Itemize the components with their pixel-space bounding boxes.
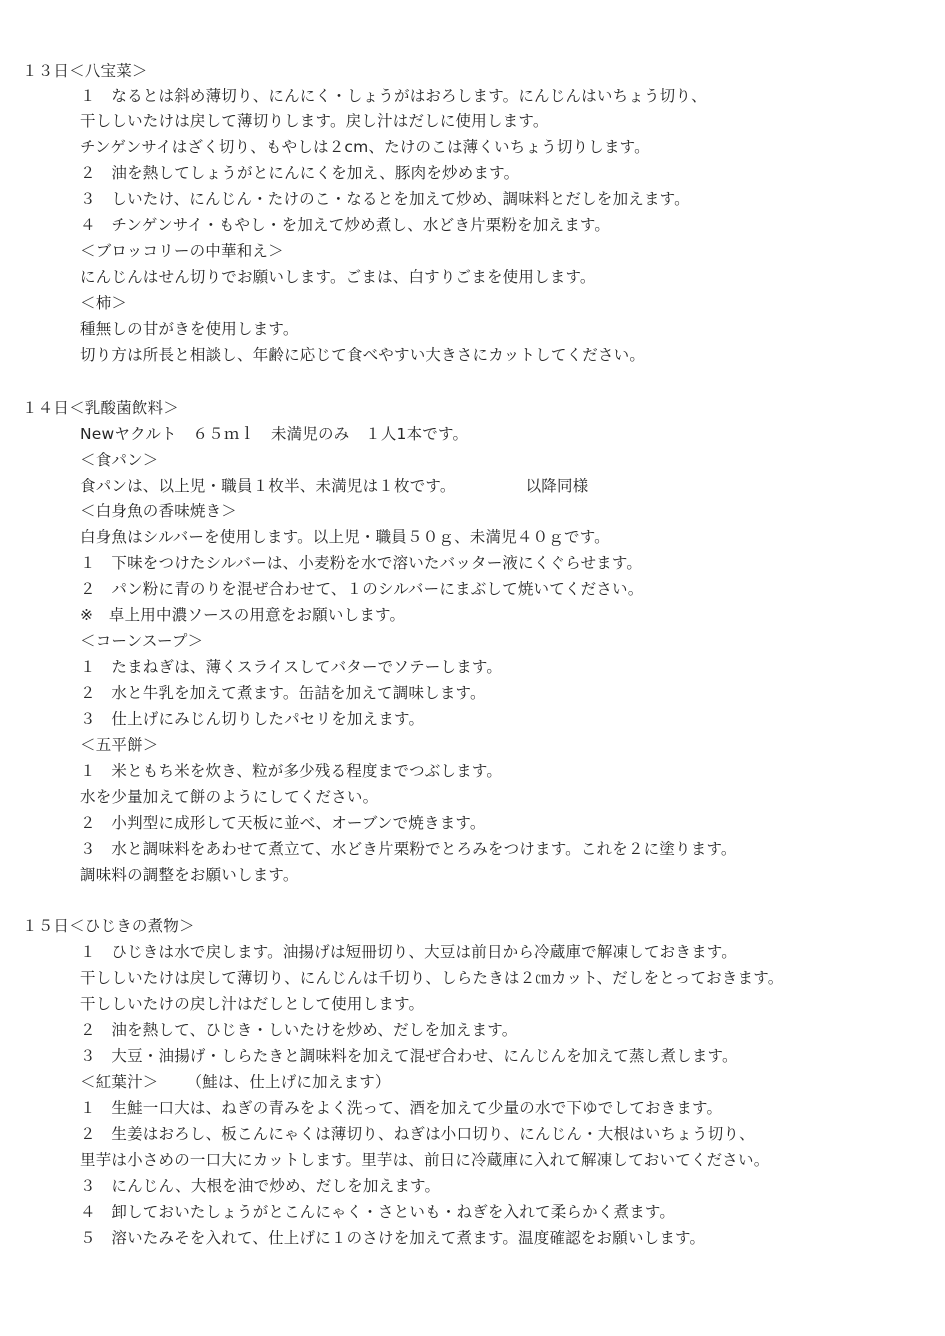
instruction-line: ２ 生姜はおろし、板こんにゃくは薄切り、ねぎは小口切り、にんじん・大根はいちょう切り、 — [80, 1125, 755, 1143]
day-13-heading — [22, 60, 148, 82]
instruction-line: ３ 水と調味料をあわせて煮立て、水どき片栗粉でとろみをつけます。これを２に塗ります。 — [80, 840, 737, 858]
day-label: １５日 — [22, 917, 70, 935]
instruction-line — [80, 475, 588, 497]
instruction-line: 白身魚はシルバーを使用します。以上児・職員５０ｇ、未満児４０ｇです。 — [80, 528, 610, 546]
section-title: ＜乳酸菌飲料＞ — [69, 399, 180, 417]
day-14-heading — [22, 397, 179, 419]
instruction-line: ３ にんじん、大根を油で炒め、だしを加えます。 — [80, 1177, 441, 1195]
instruction-line: ※ 卓上用中濃ソースの用意をお願いします。 — [80, 606, 406, 624]
instruction-line: ２ 油を熱してしょうがとにんにくを加え、豚肉を炒めます。 — [80, 164, 520, 182]
section-heading-line — [80, 1071, 391, 1093]
instruction-line: １ 生鮭一口大は、ねぎの青みをよく洗って、酒を加えて少量の水で下ゆでしておきます。 — [80, 1099, 723, 1117]
instruction-line: ５ 溶いたみそを入れて、仕上げに１のさけを加えて煮ます。温度確認をお願いします。 — [80, 1229, 706, 1247]
instruction-line: ４ チンゲンサイ・もやし・を加えて炒め煮し、水どき片栗粉を加えます。 — [80, 216, 611, 234]
instruction-line: ２ パン粉に青のりを混ぜ合わせて、１のシルバーにまぶして焼いてください。 — [80, 580, 644, 598]
instruction-line: １ 米ともち米を炊き、粒が多少残る程度までつぶします。 — [80, 762, 503, 780]
instruction-line: １ たまねぎは、薄くスライスしてバターでソテーします。 — [80, 658, 503, 676]
instruction-line: ２ 水と牛乳を加えて煮ます。缶詰を加えて調味します。 — [80, 684, 486, 702]
day-label: １４日 — [22, 399, 70, 417]
instruction-line: 干ししいたけは戻して薄切りします。戻し汁はだしに使用します。 — [80, 112, 549, 130]
day-15-heading — [22, 915, 195, 937]
instruction-line: １ 下味をつけたシルバーは、小麦粉を水で溶いたバッター液にくぐらせます。 — [80, 554, 643, 572]
note-text: （鮭は、仕上げに加えます） — [186, 1073, 391, 1091]
instruction-line: ２ 油を熱して、ひじき・しいたけを炒め、だしを加えます。 — [80, 1021, 518, 1039]
instruction-line: ３ 大豆・油揚げ・しらたきと調味料を加えて混ぜ合わせ、にんじんを加えて蒸し煮します。 — [80, 1047, 738, 1065]
instruction-text: 食パンは、以上児・職員１枚半、未満児は１枚です。 — [80, 477, 456, 495]
instruction-line: 種無しの甘がきを使用します。 — [80, 320, 299, 338]
instruction-line: ３ しいたけ、にんじん・たけのこ・なるとを加えて炒め、調味料とだしを加えます。 — [80, 190, 690, 208]
day-label: １３日 — [22, 62, 70, 80]
instruction-line: ３ 仕上げにみじん切りしたパセリを加えます。 — [80, 710, 425, 728]
section-title: ＜柿＞ — [80, 294, 128, 312]
section-title: ＜コーンスープ＞ — [80, 632, 204, 650]
instruction-line: 干ししいたけの戻し汁はだしとして使用します。 — [80, 995, 425, 1013]
instruction-line: 水を少量加えて餅のようにしてください。 — [80, 788, 379, 806]
instruction-line: １ なるとは斜め薄切り、にんにく・しょうがはおろします。にんじんはいちょう切り、 — [80, 87, 707, 105]
instruction-line: ４ 卸しておいたしょうがとこんにゃく・さといも・ねぎを入れて柔らかく煮ます。 — [80, 1203, 676, 1221]
instruction-line: にんじんはせん切りでお願いします。ごまは、白すりごまを使用します。 — [80, 268, 596, 286]
section-title: ＜紅葉汁＞ — [80, 1073, 159, 1091]
instruction-line: 干ししいたけは戻して薄切り、にんじんは千切り、しらたきは２㎝カット、だしをとっておきます。 — [80, 969, 784, 987]
instruction-line: 里芋は小さめの一口大にカットします。里芋は、前日に冷蔵庫に入れて解凍しておいてください。 — [80, 1151, 770, 1169]
note-text: 以降同様 — [525, 477, 589, 495]
instruction-line: １ ひじきは水で戻します。油揚げは短冊切り、大豆は前日から冷蔵庫で解凍しておきます。 — [80, 943, 737, 961]
section-title: ＜ブロッコリーの中華和え＞ — [80, 242, 284, 260]
section-title: ＜白身魚の香味焼き＞ — [80, 502, 238, 520]
instruction-line: Newヤクルト ６５ｍｌ 未満児のみ １人1本です。 — [80, 425, 469, 443]
section-title: ＜ひじきの煮物＞ — [69, 917, 195, 935]
instruction-line: ２ 小判型に成形して天板に並べ、オーブンで焼きます。 — [80, 814, 486, 832]
section-title: ＜八宝菜＞ — [69, 62, 148, 80]
instruction-line: 調味料の調整をお願いします。 — [80, 866, 299, 884]
section-title: ＜食パン＞ — [80, 451, 159, 469]
instruction-line: チンゲンサイはざく切り、もやしは２cm、たけのこは薄くいちょう切りします。 — [80, 138, 650, 156]
instruction-line: 切り方は所長と相談し、年齢に応じて食べやすい大きさにカットしてください。 — [80, 346, 646, 364]
section-title: ＜五平餅＞ — [80, 736, 159, 754]
